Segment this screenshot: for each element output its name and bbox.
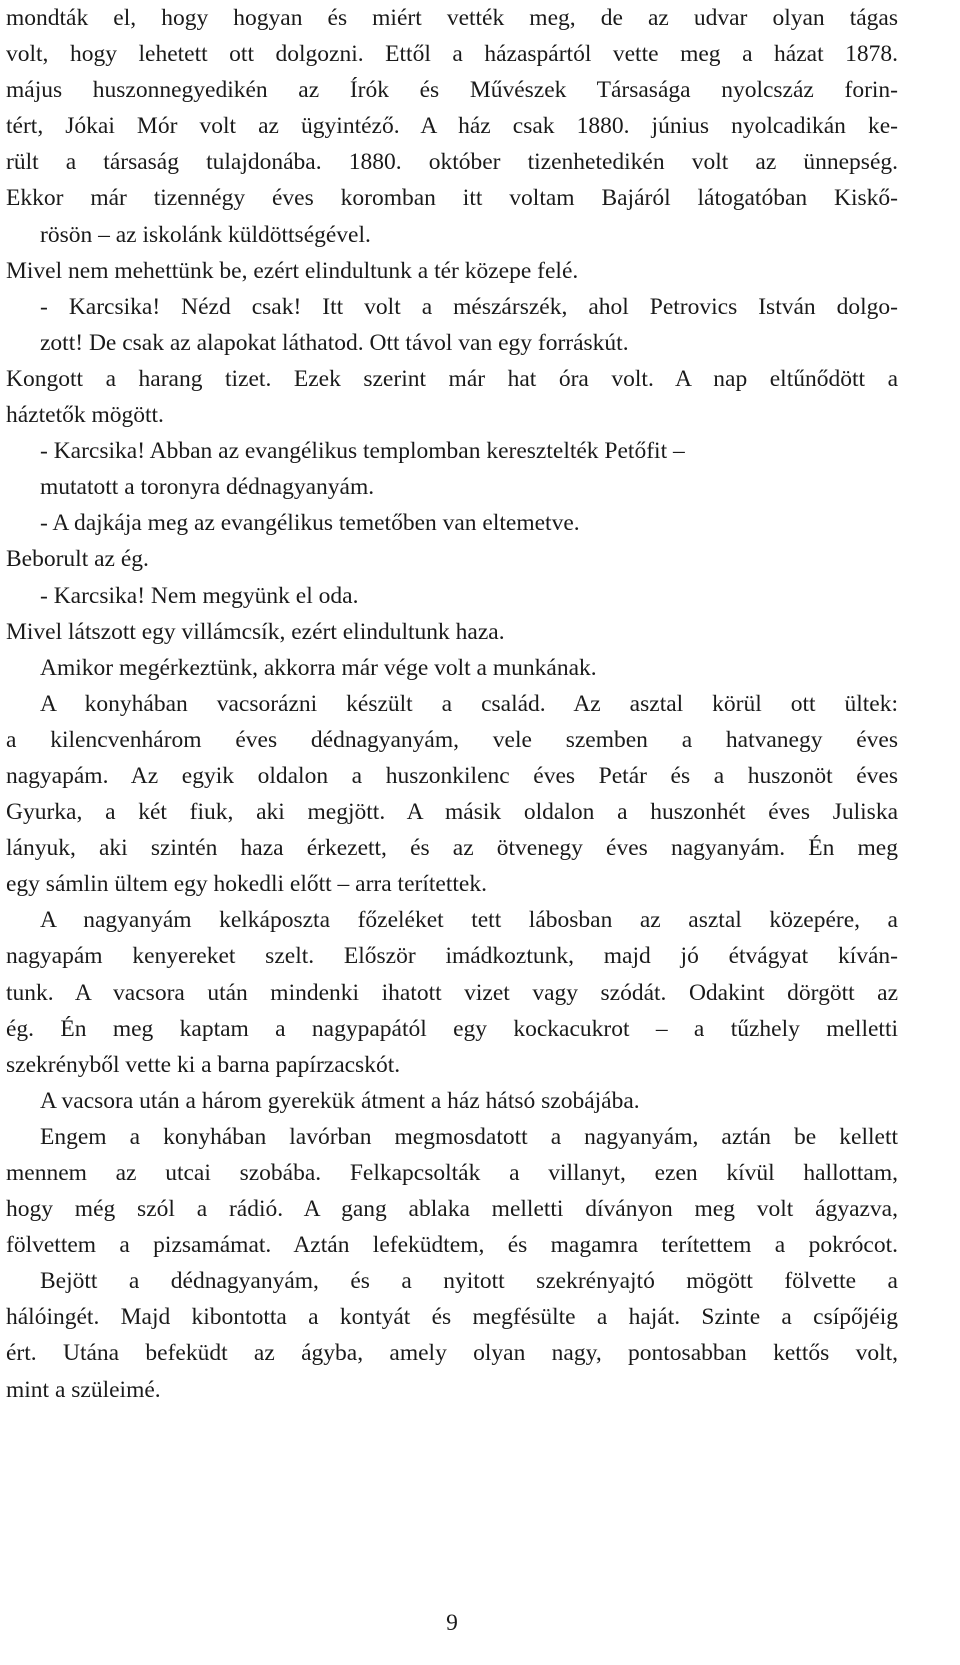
text-line: A vacsora után a három gyerekük átment a ház hátsó szobájába.: [40, 1087, 640, 1114]
text-line: ért. Utána befeküdt az ágyba, amely olyan nagy, pontosabban kettős volt,: [6, 1340, 898, 1367]
text-line: - Karcsika! Abban az evangélikus templomban keresztelték Petőfit –: [40, 438, 685, 465]
text-line: nagyapám. Az egyik oldalon a huszonkilenc éves Petár és a huszonöt éves: [6, 762, 898, 789]
text-line: volt, hogy lehetett ott dolgozni. Ettől a házaspártól vette meg a házat 1878.: [6, 41, 898, 68]
text-line: lányuk, aki szintén haza érkezett, és az ötvenegy éves nagyanyám. Én meg: [6, 835, 898, 862]
text-line: Amikor megérkeztünk, akkorra már vége volt a munkának.: [40, 654, 597, 681]
text-line: mondták el, hogy hogyan és miért vették meg, de az udvar olyan tágas: [6, 5, 898, 31]
text-line: A nagyanyám kelkáposzta főzeléket tett lábosban az asztal közepére, a: [40, 907, 898, 934]
text-line: Bejött a dédnagyanyám, és a nyitott szekrényajtó mögött fölvette a: [40, 1268, 898, 1295]
text-line: szekrényből vette ki a barna papírzacskót.: [6, 1051, 401, 1078]
text-line: mennem az utcai szobába. Felkapcsolták a villanyt, ezen kívül hallottam,: [6, 1160, 898, 1186]
text-line: a kilencvenhárom éves dédnagyanyám, vele szemben a hatvanegy éves: [6, 726, 898, 753]
text-line: ég. Én meg kaptam a nagypapától egy kockacukrot – a tűzhely melletti: [6, 1015, 898, 1042]
text-line: Mivel nem mehettünk be, ezért elindultunk a tér közepe felé.: [6, 257, 579, 284]
text-line: hogy még szól a rádió. A gang ablaka melletti díványon meg volt ágyazva,: [6, 1196, 898, 1223]
text-line: rösön – az iskolánk küldöttségével.: [40, 221, 371, 248]
text-line: Ekkor már tizennégy éves koromban itt voltam Bajáról látogatóban Kiskő-: [6, 185, 898, 212]
document-body: [6, 0, 898, 1408]
text-line: A konyhában vacsorázni készült a család. Az asztal körül ott ültek:: [40, 690, 898, 717]
text-line: tért, Jókai Mór volt az ügyintéző. A ház csak 1880. június nyolcadikán ke-: [6, 113, 898, 140]
text-line: mint a szüleimé.: [6, 1376, 161, 1403]
text-line: zott! De csak az alapokat láthatod. Ott távol van egy forráskút.: [40, 329, 629, 356]
text-line: Beborult az ég.: [6, 546, 149, 573]
text-line: - Karcsika! Nem megyünk el oda.: [40, 582, 359, 609]
text-line: tunk. A vacsora után mindenki ihatott vizet vagy szódát. Odakint dörgött az: [6, 979, 898, 1006]
text-line: hálóingét. Majd kibontotta a kontyát és megfésülte a haját. Szinte a csípőjéig: [6, 1304, 898, 1331]
text-line: rült a társaság tulajdonába. 1880. október tizenhetedikén volt az ünnepség.: [6, 149, 898, 176]
page-number: 9: [446, 1610, 458, 1636]
text-line: háztetők mögött.: [6, 402, 164, 429]
text-line: Mivel látszott egy villámcsík, ezért elindultunk haza.: [6, 618, 505, 645]
text-line: fölvettem a pizsamámat. Aztán lefeküdtem, és magamra terítettem a pokrócot.: [6, 1232, 898, 1259]
text-line: Gyurka, a két fiuk, aki megjött. A másik oldalon a huszonhét éves Juliska: [6, 799, 898, 826]
text-line: egy sámlin ültem egy hokedli előtt – arra terítettek.: [6, 871, 487, 898]
text-line: - Karcsika! Nézd csak! Itt volt a mészárszék, ahol Petrovics István dolgo-: [40, 293, 898, 320]
text-line: Kongott a harang tizet. Ezek szerint már hat óra volt. A nap eltűnődött a: [6, 365, 898, 392]
text-line: mutatott a toronyra dédnagyanyám.: [40, 474, 375, 501]
text-line: május huszonnegyedikén az Írók és Művészek Társasága nyolcszáz forin-: [6, 77, 898, 104]
text-line: nagyapám kenyereket szelt. Először imádkoztunk, majd jó étvágyat kíván-: [6, 943, 898, 970]
text-line: Engem a konyhában lavórban megmosdatott a nagyanyám, aztán be kellett: [40, 1123, 898, 1150]
text-line: - A dajkája meg az evangélikus temetőben van eltemetve.: [40, 510, 580, 537]
